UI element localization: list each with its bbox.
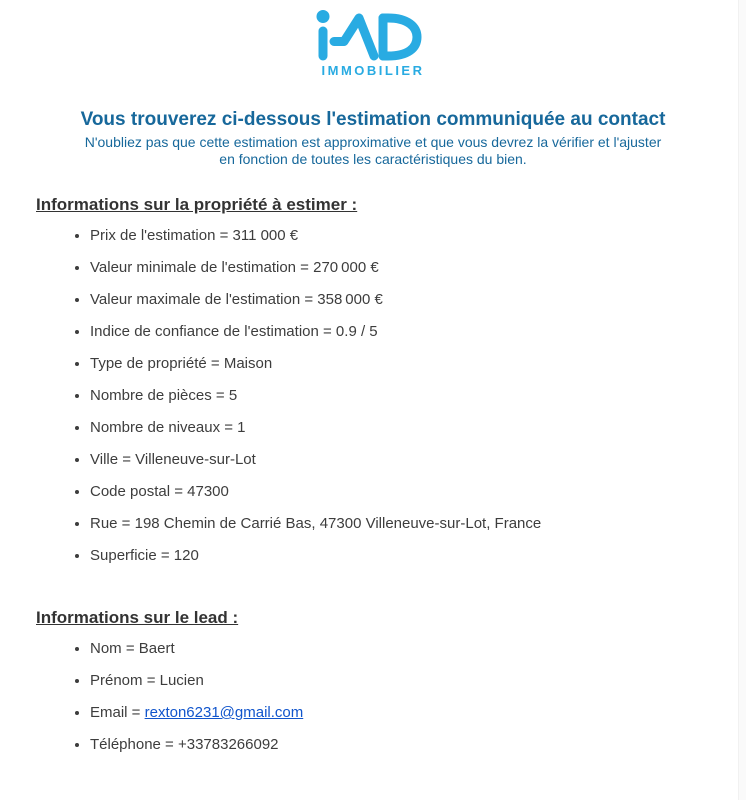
page-subtitle: [0, 134, 746, 168]
list-item-postal-code: • Code postal = 47300: [90, 483, 746, 501]
lead-info-list: [36, 640, 746, 754]
list-item-confidence: • Indice de confiance de l'estimation = 0.9 / 5: [90, 323, 746, 341]
email-label: Email =: [90, 704, 145, 721]
property-section-title: Informations sur la propriété à estimer :: [36, 195, 358, 214]
list-item-city: • Ville = Villeneuve-sur-Lot: [90, 451, 746, 469]
list-item-max-value: • Valeur maximale de l'estimation = 358 000 €: [90, 291, 746, 309]
iad-logo-text: IMMOBILIER: [321, 63, 425, 78]
list-item-property-type: • Type de propriété = Maison: [90, 355, 746, 373]
list-item-email: [90, 704, 746, 722]
property-info-list: [36, 227, 746, 565]
lead-section-title: Informations sur le lead :: [36, 608, 239, 627]
list-item-rooms: • Nombre de pièces = 5: [90, 387, 746, 405]
list-item-levels: • Nombre de niveaux = 1: [90, 419, 746, 437]
list-item-last-name: • Nom = Baert: [90, 640, 746, 658]
list-item-area: • Superficie = 120: [90, 547, 746, 565]
list-item-first-name: • Prénom = Lucien: [90, 672, 746, 690]
page-title: Vous trouverez ci-dessous l'estimation communiquée au contact: [80, 109, 666, 130]
iad-logo: [0, 8, 746, 78]
list-item-phone: • Téléphone = +33783266092: [90, 736, 746, 754]
page-subtitle-line2: en fonction de toutes les caractéristiques du bien.: [219, 151, 527, 167]
list-item-min-value: • Valeur minimale de l'estimation = 270 000 €: [90, 259, 746, 277]
list-item-price: • Prix de l'estimation = 311 000 €: [90, 227, 746, 245]
iad-logo-icon: [314, 8, 432, 62]
email-link[interactable]: rexton6231@gmail.com: [144, 704, 304, 721]
list-item-street: • Rue = 198 Chemin de Carrié Bas, 47300 Villeneuve-sur-Lot, France: [90, 515, 746, 533]
page-subtitle-line1: N'oubliez pas que cette estimation est approximative et que vous devrez la vérifier et l'ajuster: [84, 134, 662, 150]
